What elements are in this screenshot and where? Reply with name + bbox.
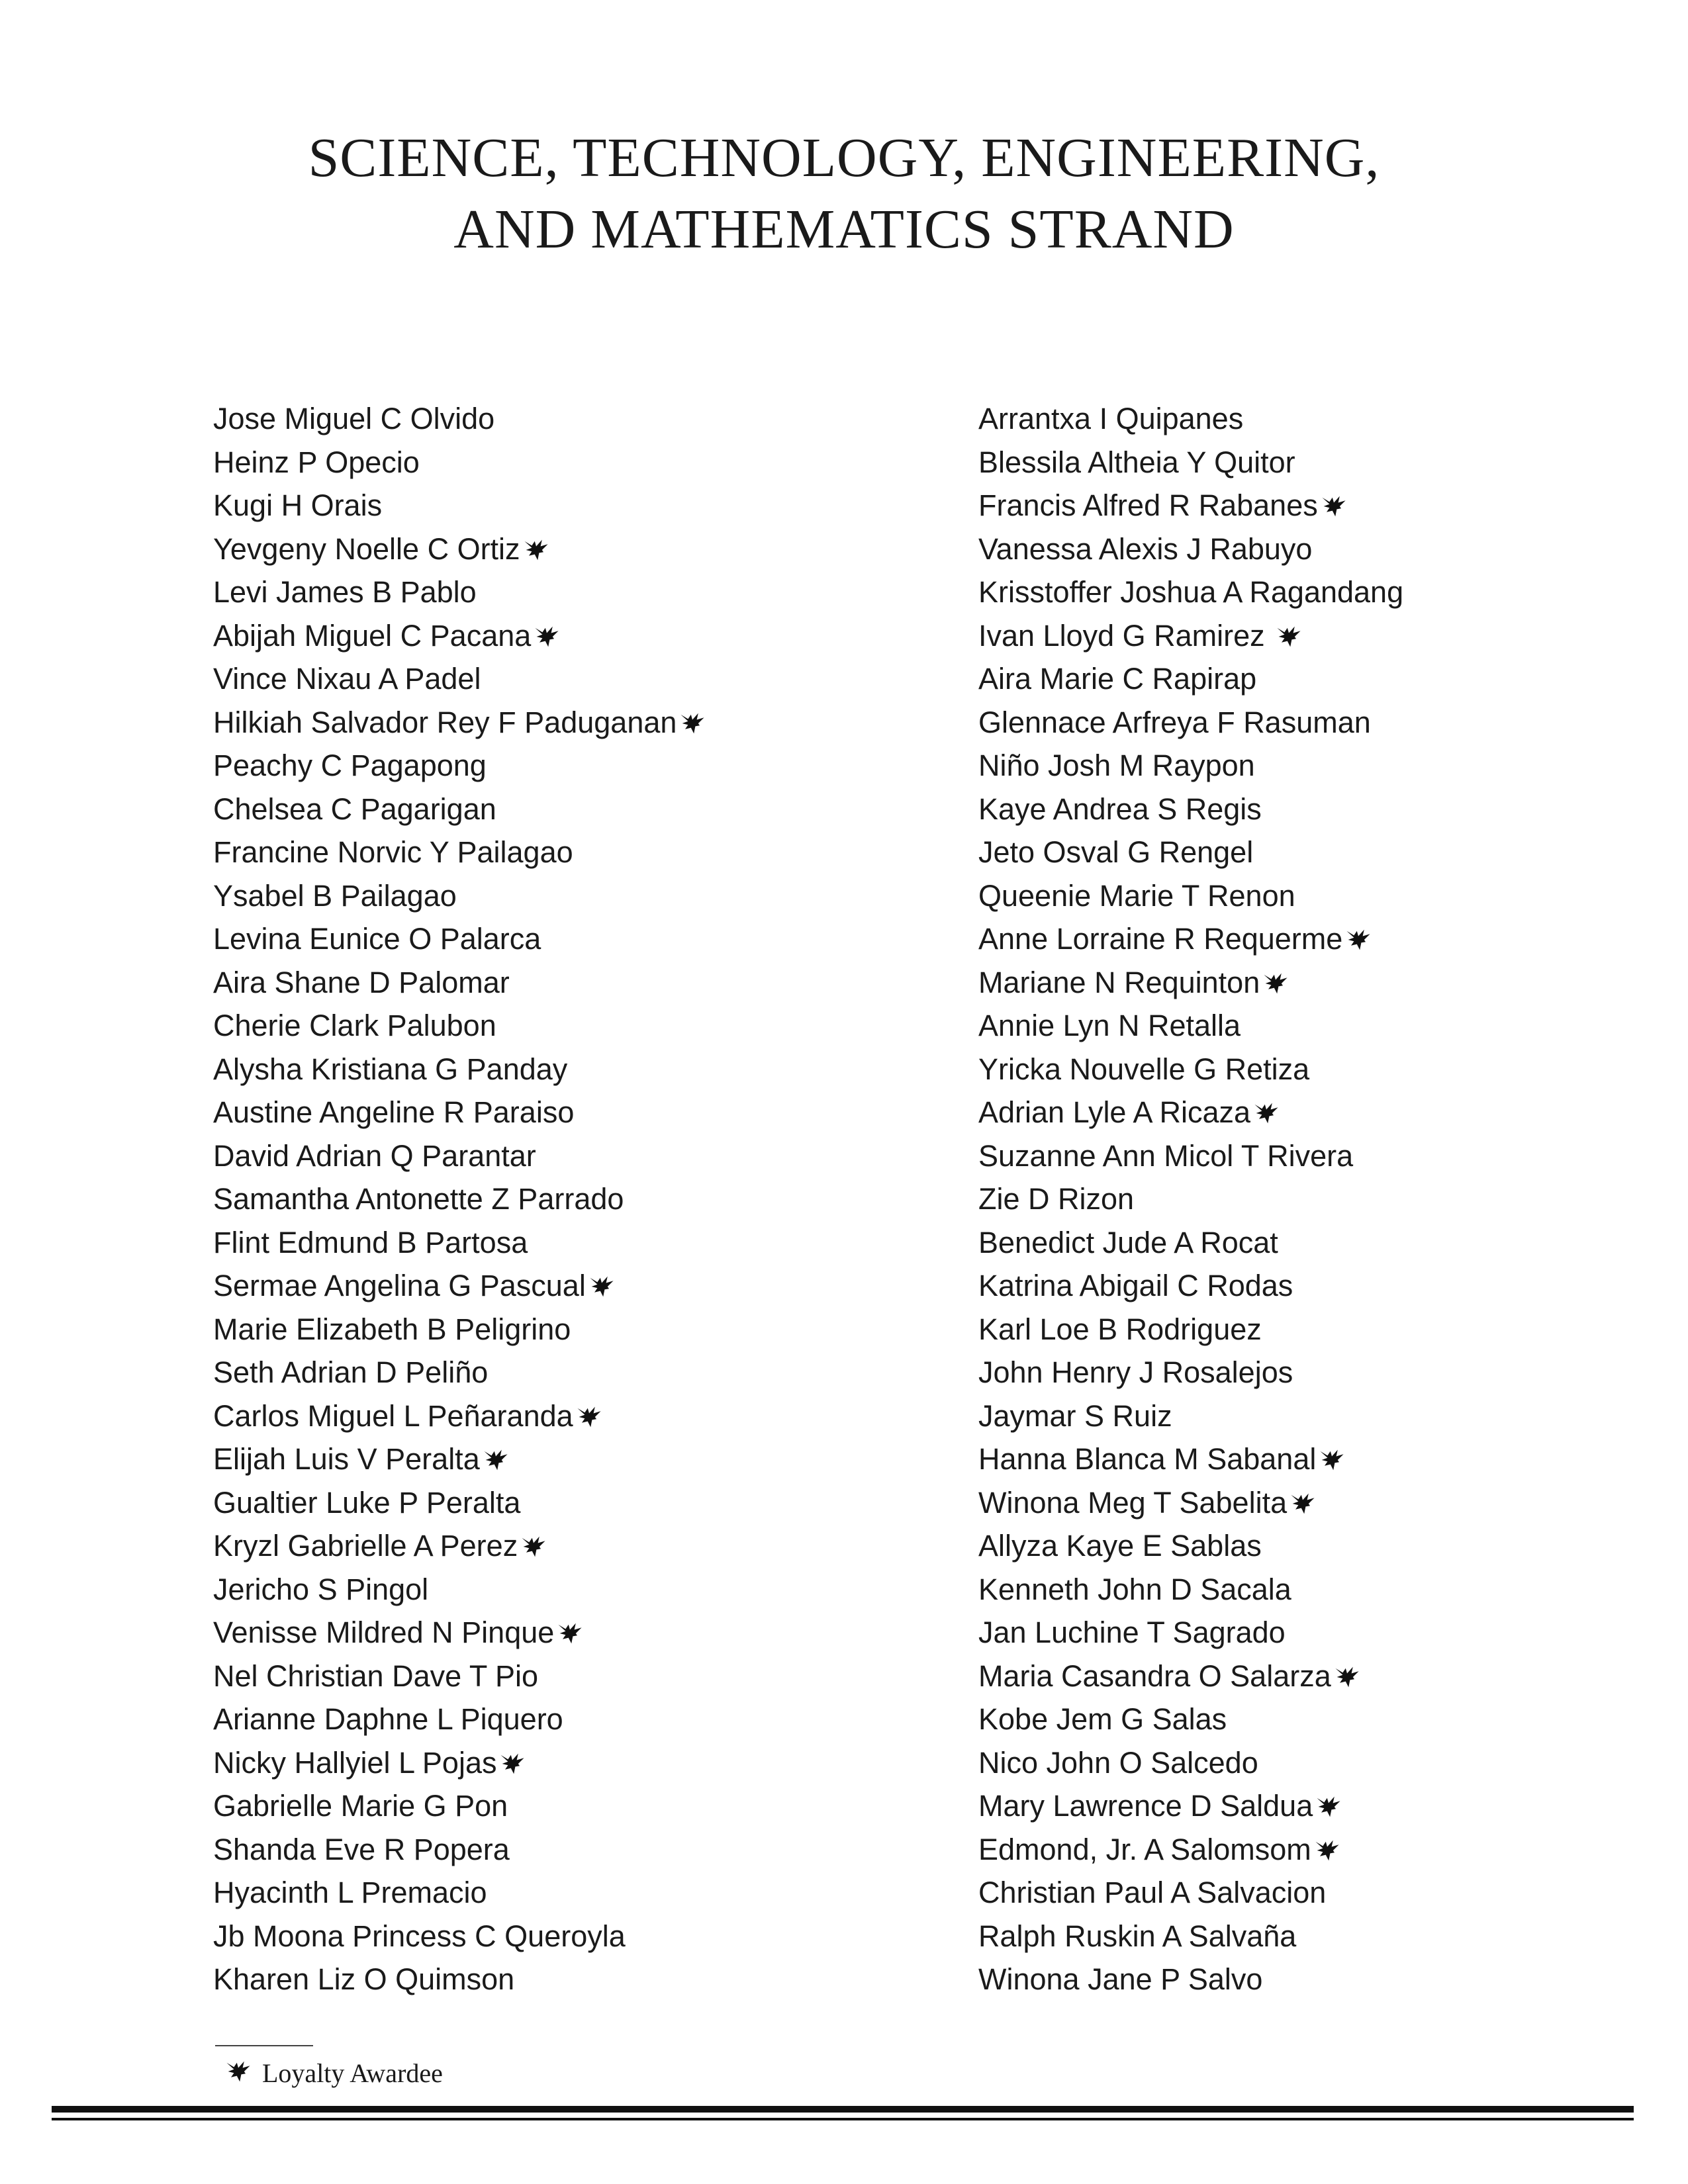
name-entry <box>213 831 941 874</box>
name-entry <box>978 1134 1688 1178</box>
awardee-name: Vanessa Alexis J Rabuyo <box>978 531 1313 566</box>
awardee-name: Gabrielle Marie G Pon <box>213 1789 508 1823</box>
footer-rule-thick <box>52 2106 1634 2113</box>
awardee-name: Jb Moona Princess C Queroyla <box>213 1919 626 1953</box>
name-entry <box>978 874 1688 918</box>
awardee-name: Vince Nixau A Padel <box>213 662 481 696</box>
eagle-icon <box>1274 622 1303 651</box>
name-entry <box>213 657 941 701</box>
awardee-name: Sermae Angelina G Pascual <box>213 1269 586 1302</box>
awardee-name: Hanna Blanca M Sabanal <box>978 1442 1317 1476</box>
awardee-name: Jeto Osval G Rengel <box>978 835 1254 869</box>
awardee-name: Blessila Altheia Y Quitor <box>978 445 1295 479</box>
awardee-name: Nico John O Salcedo <box>978 1745 1258 1780</box>
awardee-name: Arianne Daphne L Piquero <box>213 1702 563 1736</box>
name-entry <box>213 744 941 788</box>
eagle-icon <box>522 535 551 565</box>
name-entry <box>978 1524 1688 1568</box>
eagle-icon <box>1261 969 1290 998</box>
awardee-name: David Adrian Q Parantar <box>213 1138 536 1173</box>
awardee-name: Katrina Abigail C Rodas <box>978 1269 1293 1302</box>
awardee-name: Francine Norvic Y Pailagao <box>213 835 573 869</box>
name-entry <box>213 527 941 571</box>
name-entry <box>978 1915 1688 1958</box>
name-entry <box>978 1568 1688 1612</box>
eagle-icon <box>575 1402 604 1432</box>
name-entry <box>213 1048 941 1091</box>
name-entry <box>213 1915 941 1958</box>
name-entry <box>213 961 941 1005</box>
name-entry <box>978 1221 1688 1265</box>
awardee-name: Kryzl Gabrielle A Perez <box>213 1529 518 1563</box>
name-entry <box>213 1871 941 1915</box>
name-entry <box>978 1871 1688 1915</box>
awardee-name: Krisstoffer Joshua A Ragandang <box>978 575 1404 609</box>
awardee-name: Anne Lorraine R Requerme <box>978 922 1343 956</box>
name-entry <box>978 744 1688 788</box>
name-entry <box>978 788 1688 831</box>
awardee-name: Ysabel B Pailagao <box>213 878 457 913</box>
name-entry <box>213 1134 941 1178</box>
awardee-name: Winona Jane P Salvo <box>978 1962 1263 1996</box>
eagle-icon <box>1313 1836 1342 1865</box>
awardee-name: Annie Lyn N Retalla <box>978 1009 1241 1042</box>
awardee-name: Yevgeny Noelle C Ortiz <box>213 531 520 566</box>
name-entry <box>213 917 941 961</box>
page-title <box>0 122 1688 265</box>
name-entry <box>978 1394 1688 1438</box>
name-entry <box>213 1177 941 1221</box>
name-entry <box>213 1568 941 1612</box>
legend-label: Loyalty Awardee <box>262 2058 443 2088</box>
name-entry <box>978 397 1688 441</box>
name-entry <box>213 484 941 527</box>
awardee-name: Jericho S Pingol <box>213 1572 429 1606</box>
awardee-name: Alysha Kristiana G Panday <box>213 1052 568 1086</box>
name-entry <box>978 917 1688 961</box>
awardee-name: Shanda Eve R Popera <box>213 1832 510 1866</box>
eagle-icon <box>532 622 561 651</box>
awardee-name: Winona Meg T Sabelita <box>978 1485 1288 1520</box>
awardee-name: Karl Loe B Rodriguez <box>978 1312 1262 1346</box>
awardee-name: Samantha Antonette Z Parrado <box>213 1182 624 1216</box>
eagle-icon <box>678 709 707 738</box>
name-entry <box>213 1741 941 1785</box>
awardee-name: Levi James B Pablo <box>213 575 477 609</box>
eagle-icon <box>1288 1489 1317 1518</box>
page-title-line-2: AND MATHEMATICS STRAND <box>453 199 1235 260</box>
awardee-name: Gualtier Luke P Peralta <box>213 1485 521 1520</box>
awardee-name: Marie Elizabeth B Peligrino <box>213 1312 571 1346</box>
awardee-name: Levina Eunice O Palarca <box>213 922 541 956</box>
name-entry <box>213 397 941 441</box>
awardee-name: Ralph Ruskin A Salvaña <box>978 1919 1297 1953</box>
name-entry <box>978 1698 1688 1741</box>
eagle-icon <box>224 2057 253 2086</box>
awardee-name: Kharen Liz O Quimson <box>213 1962 515 1996</box>
page-title-line-1: SCIENCE, TECHNOLOGY, ENGINEERING, <box>308 127 1380 189</box>
awardee-name: Nicky Hallyiel L Pojas <box>213 1745 497 1780</box>
awardee-name: Niño Josh M Raypon <box>978 749 1255 782</box>
name-entry <box>213 1221 941 1265</box>
name-entry <box>978 657 1688 701</box>
awardee-name: Arrantxa I Quipanes <box>978 402 1244 435</box>
awardee-name: John Henry J Rosalejos <box>978 1355 1293 1389</box>
name-entry <box>978 831 1688 874</box>
names-column-left <box>213 397 941 2001</box>
awardee-name: Cherie Clark Palubon <box>213 1009 496 1042</box>
eagle-icon <box>1314 1792 1343 1821</box>
name-entry <box>978 1828 1688 1872</box>
legend <box>224 2057 443 2089</box>
name-entry <box>213 1437 941 1481</box>
awardee-name: Mariane N Requinton <box>978 965 1260 999</box>
awardee-name: Jaymar S Ruiz <box>978 1398 1172 1433</box>
awardee-name: Maria Casandra O Salarza <box>978 1659 1331 1693</box>
awardee-name: Austine Angeline R Paraiso <box>213 1095 575 1129</box>
name-entry <box>213 1655 941 1698</box>
awardee-name: Aira Shane D Palomar <box>213 965 510 999</box>
awardee-name: Jose Miguel C Olvido <box>213 402 495 435</box>
name-entry <box>978 1437 1688 1481</box>
name-entry <box>978 484 1688 527</box>
name-entry <box>213 1784 941 1828</box>
eagle-icon <box>519 1532 548 1561</box>
name-entry <box>213 1351 941 1394</box>
name-entry <box>213 1611 941 1655</box>
awardee-name: Chelsea C Pagarigan <box>213 792 496 826</box>
awardee-name: Flint Edmund B Partosa <box>213 1225 528 1259</box>
eagle-icon <box>1344 925 1373 954</box>
name-entry <box>978 1655 1688 1698</box>
awardee-name: Adrian Lyle A Ricaza <box>978 1095 1251 1129</box>
awardee-name: Kobe Jem G Salas <box>978 1702 1227 1736</box>
awardee-name: Peachy C Pagapong <box>213 749 487 782</box>
name-entry <box>213 1828 941 1872</box>
name-entry <box>978 527 1688 571</box>
eagle-icon <box>481 1445 510 1475</box>
name-entry <box>978 1741 1688 1785</box>
name-entry <box>213 1264 941 1308</box>
names-column-right <box>978 397 1688 2001</box>
eagle-icon <box>1252 1099 1281 1128</box>
legend-divider <box>215 2045 313 2046</box>
eagle-icon <box>1317 1445 1346 1475</box>
name-entry <box>978 1177 1688 1221</box>
name-entry <box>978 1784 1688 1828</box>
awardee-name: Hyacinth L Premacio <box>213 1876 487 1909</box>
awardee-name: Suzanne Ann Micol T Rivera <box>978 1138 1354 1173</box>
awardee-name: Hilkiah Salvador Rey F Paduganan <box>213 705 677 739</box>
name-entry <box>213 1698 941 1741</box>
footer-rule-thin <box>52 2118 1634 2120</box>
name-entry <box>213 1394 941 1438</box>
awardee-name: Queenie Marie T Renon <box>978 878 1295 913</box>
name-entry <box>213 441 941 484</box>
awardee-name: Benedict Jude A Rocat <box>978 1225 1278 1259</box>
awardee-name: Venisse Mildred N Pinque <box>213 1615 555 1649</box>
name-entry <box>213 1308 941 1351</box>
awardee-name: Aira Marie C Rapirap <box>978 662 1257 696</box>
awardee-name: Ivan Lloyd G Ramirez <box>978 618 1274 653</box>
name-entry <box>978 701 1688 745</box>
name-entry <box>213 1481 941 1525</box>
name-entry <box>213 788 941 831</box>
name-entry <box>978 1308 1688 1351</box>
awardee-name: Kenneth John D Sacala <box>978 1572 1291 1606</box>
name-entry <box>978 1351 1688 1394</box>
name-entry <box>213 874 941 918</box>
awardee-name: Elijah Luis V Peralta <box>213 1442 480 1476</box>
awardee-name: Kugi H Orais <box>213 488 383 522</box>
awardee-name: Heinz P Opecio <box>213 445 420 479</box>
awardee-name: Nel Christian Dave T Pio <box>213 1659 539 1693</box>
awardee-name: Glennace Arfreya F Rasuman <box>978 705 1371 739</box>
awardee-name: Allyza Kaye E Sablas <box>978 1529 1262 1563</box>
eagle-icon <box>1319 492 1348 521</box>
name-entry <box>978 1004 1688 1048</box>
name-entry <box>978 1048 1688 1091</box>
awardee-name: Abijah Miguel C Pacana <box>213 618 532 653</box>
name-entry <box>978 1091 1688 1134</box>
name-entry <box>213 570 941 614</box>
awardee-name: Carlos Miguel L Peñaranda <box>213 1398 573 1433</box>
name-entry <box>978 441 1688 484</box>
awardee-name: Zie D Rizon <box>978 1182 1135 1216</box>
awardee-name: Francis Alfred R Rabanes <box>978 488 1318 522</box>
awardee-name: Christian Paul A Salvacion <box>978 1876 1327 1909</box>
awardee-name: Edmond, Jr. A Salomsom <box>978 1832 1311 1866</box>
name-entry <box>978 1481 1688 1525</box>
name-entry <box>978 1611 1688 1655</box>
name-entry <box>213 1958 941 2001</box>
name-entry <box>978 1958 1688 2001</box>
eagle-icon <box>498 1749 527 1778</box>
name-entry <box>213 1004 941 1048</box>
awardee-name: Yricka Nouvelle G Retiza <box>978 1052 1310 1086</box>
name-entry <box>213 701 941 745</box>
name-entry <box>978 614 1688 658</box>
name-entry <box>978 961 1688 1005</box>
awardee-name: Jan Luchine T Sagrado <box>978 1615 1286 1649</box>
name-entry <box>213 614 941 658</box>
name-entry <box>213 1091 941 1134</box>
name-entry <box>213 1524 941 1568</box>
awardee-name: Mary Lawrence D Saldua <box>978 1789 1313 1823</box>
name-entry <box>978 570 1688 614</box>
name-entry <box>978 1264 1688 1308</box>
eagle-icon <box>587 1272 616 1301</box>
eagle-icon <box>555 1619 585 1648</box>
awardee-name: Kaye Andrea S Regis <box>978 792 1262 826</box>
eagle-icon <box>1333 1662 1362 1692</box>
awardee-name: Seth Adrian D Peliño <box>213 1355 489 1389</box>
